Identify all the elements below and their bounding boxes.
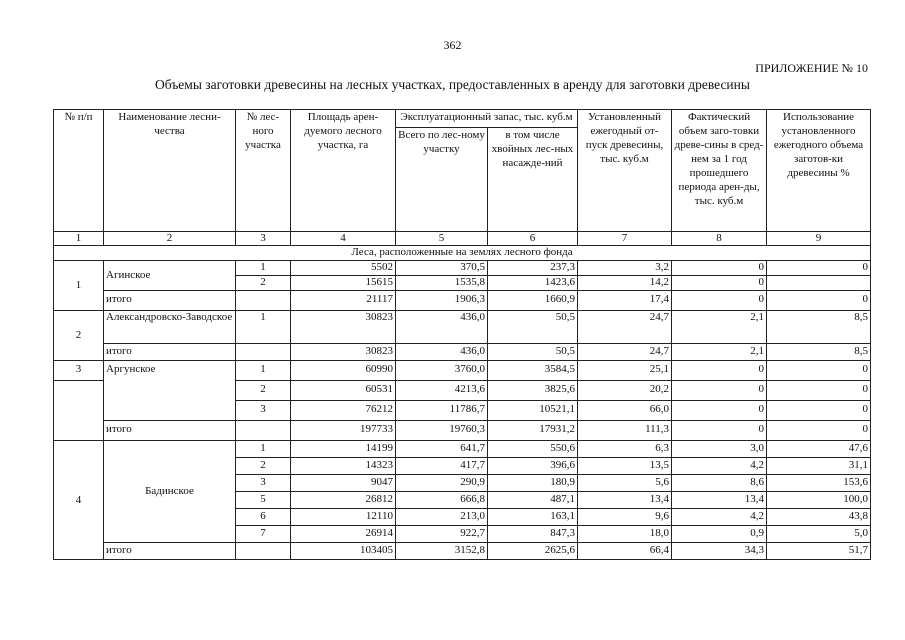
total-row [54,344,871,361]
cell-allowed: 3,2 [578,261,672,276]
total-allowed: 111,3 [578,421,672,441]
group-number: 2 [54,311,104,361]
cell-actual: 3,0 [672,441,767,458]
cell-stock-total: 4213,6 [396,381,488,401]
column-number: 1 [54,232,104,246]
total-allowed: 66,4 [578,543,672,560]
total-stock-conifer: 50,5 [488,344,578,361]
total-allowed: 24,7 [578,344,672,361]
cell-stock-total: 436,0 [396,311,488,344]
total-label: итого [104,291,236,311]
cell-area: 30823 [291,311,396,344]
cell-usage: 5,0 [767,526,871,543]
total-stock-conifer: 2625,6 [488,543,578,560]
header-no: № п/п [54,110,104,232]
total-stock-conifer: 17931,2 [488,421,578,441]
plot-number: 1 [236,441,291,458]
cell-area: 9047 [291,475,396,492]
forestry-name: Аргунское [104,361,236,421]
table-row [54,441,871,458]
header-allowed: Установленный ежегодный от-пуск древесины, тыс. куб.м [578,110,672,232]
cell-area: 26914 [291,526,396,543]
cell-allowed: 66,0 [578,401,672,421]
cell-allowed: 13,5 [578,458,672,475]
cell-actual: 0 [672,261,767,276]
total-stock-total: 19760,3 [396,421,488,441]
column-number: 3 [236,232,291,246]
header-plot: № лес-ного участка [236,110,291,232]
cell-allowed: 6,3 [578,441,672,458]
empty-cell [54,381,104,441]
cell-area: 60990 [291,361,396,381]
cell-stock-total: 3760,0 [396,361,488,381]
cell-stock-total: 417,7 [396,458,488,475]
total-actual: 34,3 [672,543,767,560]
total-area: 21117 [291,291,396,311]
header-stock-total: Всего по лес-ному участку [396,128,488,232]
cell-allowed: 25,1 [578,361,672,381]
cell-area: 14199 [291,441,396,458]
cell-usage: 31,1 [767,458,871,475]
column-number-row [54,232,871,246]
table-row [54,261,871,276]
cell-usage: 153,6 [767,475,871,492]
cell-allowed: 14,2 [578,276,672,291]
plot-number: 1 [236,361,291,381]
cell-allowed: 20,2 [578,381,672,401]
header-stock: Эксплуатационный запас, тыс. куб.м [396,110,578,128]
total-row [54,291,871,311]
column-number: 2 [104,232,236,246]
column-number: 7 [578,232,672,246]
plot-number [236,344,291,361]
cell-stock-conifer: 3584,5 [488,361,578,381]
cell-usage [767,276,871,291]
forestry-name: Агинское [104,261,236,291]
cell-stock-total: 11786,7 [396,401,488,421]
cell-stock-total: 290,9 [396,475,488,492]
cell-stock-conifer: 3825,6 [488,381,578,401]
total-usage: 8,5 [767,344,871,361]
cell-usage: 47,6 [767,441,871,458]
column-number: 5 [396,232,488,246]
total-usage: 0 [767,421,871,441]
cell-allowed: 5,6 [578,475,672,492]
cell-actual: 13,4 [672,492,767,509]
cell-stock-conifer: 396,6 [488,458,578,475]
section-row [54,246,871,261]
column-number: 6 [488,232,578,246]
total-usage: 51,7 [767,543,871,560]
total-label: итого [104,421,236,441]
total-area: 103405 [291,543,396,560]
cell-usage: 8,5 [767,311,871,344]
total-label: итого [104,543,236,560]
cell-usage: 0 [767,381,871,401]
cell-stock-conifer: 50,5 [488,311,578,344]
total-label: итого [104,344,236,361]
cell-actual: 4,2 [672,509,767,526]
page-number: 362 [443,38,462,52]
column-number: 8 [672,232,767,246]
plot-number: 7 [236,526,291,543]
cell-area: 76212 [291,401,396,421]
header-actual: Фактический объем заго-товки древе-сины в сред-нем за 1 год прошедшего периода арен-ды, тыс. куб.м [672,110,767,232]
cell-stock-conifer: 180,9 [488,475,578,492]
cell-usage: 0 [767,261,871,276]
cell-usage: 0 [767,361,871,381]
forestry-name: Александровско-Заводское [104,311,236,344]
header-forestry: Наименование лесни-чества [104,110,236,232]
cell-stock-conifer: 237,3 [488,261,578,276]
plot-number: 3 [236,401,291,421]
plot-number: 1 [236,261,291,276]
total-actual: 0 [672,291,767,311]
column-number: 4 [291,232,396,246]
section-title: Леса, расположенные на землях лесного фонда [54,246,871,261]
plot-number: 5 [236,492,291,509]
timber-volume-table [53,109,871,560]
plot-number [236,421,291,441]
plot-number: 2 [236,276,291,291]
cell-area: 26812 [291,492,396,509]
cell-stock-conifer: 1423,6 [488,276,578,291]
cell-usage: 0 [767,401,871,421]
cell-actual: 0 [672,276,767,291]
column-number: 9 [767,232,871,246]
plot-number: 2 [236,458,291,475]
total-stock-total: 3152,8 [396,543,488,560]
plot-number [236,291,291,311]
cell-allowed: 9,6 [578,509,672,526]
total-actual: 0 [672,421,767,441]
cell-allowed: 18,0 [578,526,672,543]
cell-area: 60531 [291,381,396,401]
header-usage: Использование установленного ежегодного объема заготов-ки древесины % [767,110,871,232]
cell-stock-total: 1535,8 [396,276,488,291]
cell-usage: 43,8 [767,509,871,526]
cell-stock-total: 666,8 [396,492,488,509]
total-area: 197733 [291,421,396,441]
cell-stock-total: 641,7 [396,441,488,458]
total-row [54,543,871,560]
cell-actual: 2,1 [672,311,767,344]
cell-stock-conifer: 487,1 [488,492,578,509]
group-number: 1 [54,261,104,311]
forestry-name: Бадинское [104,441,236,543]
cell-usage: 100,0 [767,492,871,509]
cell-stock-total: 370,5 [396,261,488,276]
cell-stock-total: 213,0 [396,509,488,526]
table-row [54,361,871,381]
cell-stock-conifer: 10521,1 [488,401,578,421]
header-area: Площадь арен-дуемого лесного участка, га [291,110,396,232]
total-area: 30823 [291,344,396,361]
cell-stock-conifer: 550,6 [488,441,578,458]
header-stock-conifer: в том числе хвойных лес-ных насажде-ний [488,128,578,232]
cell-area: 12110 [291,509,396,526]
total-actual: 2,1 [672,344,767,361]
cell-allowed: 13,4 [578,492,672,509]
cell-stock-conifer: 847,3 [488,526,578,543]
total-row [54,421,871,441]
total-stock-total: 436,0 [396,344,488,361]
group-number: 4 [54,441,104,560]
appendix-label: ПРИЛОЖЕНИЕ № 10 [755,61,868,75]
total-usage: 0 [767,291,871,311]
plot-number: 2 [236,381,291,401]
plot-number: 6 [236,509,291,526]
cell-area: 15615 [291,276,396,291]
plot-number: 1 [236,311,291,344]
table-row [54,311,871,344]
group-number: 3 [54,361,104,381]
total-stock-total: 1906,3 [396,291,488,311]
plot-number: 3 [236,475,291,492]
cell-actual: 0 [672,381,767,401]
cell-actual: 0 [672,361,767,381]
cell-stock-conifer: 163,1 [488,509,578,526]
cell-actual: 4,2 [672,458,767,475]
cell-area: 14323 [291,458,396,475]
document-title: Объемы заготовки древесины на лесных участках, предоставленных в аренду для заготовки древесины [155,77,750,92]
total-allowed: 17,4 [578,291,672,311]
total-stock-conifer: 1660,9 [488,291,578,311]
cell-actual: 0 [672,401,767,421]
cell-actual: 8,6 [672,475,767,492]
cell-area: 5502 [291,261,396,276]
plot-number [236,543,291,560]
cell-actual: 0,9 [672,526,767,543]
cell-allowed: 24,7 [578,311,672,344]
cell-stock-total: 922,7 [396,526,488,543]
